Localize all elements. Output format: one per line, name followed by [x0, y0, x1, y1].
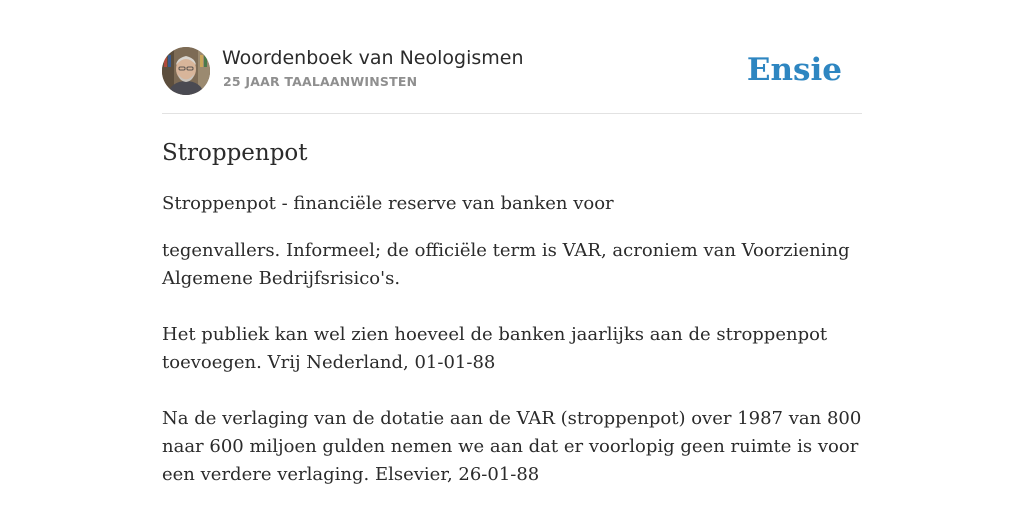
ensie-logo[interactable]: Ensie [746, 52, 842, 88]
entry-paragraph: Na de verlaging van de dotatie aan de VAR (stroppenpot) over 1987 van 800 naar 600 miljoen gulden nemen we aan dat er voorlopig geen ruimte is voor een verdere verlaging. Elsevier, 26-01-88 [162, 408, 862, 485]
entry-paragraph: tegenvallers. Informeel; de officiële term is VAR, acroniem van Voorziening Algemene Bedrijfsrisico's. [162, 240, 850, 289]
author-avatar[interactable] [162, 47, 210, 95]
entry-paragraph: Het publiek kan wel zien hoeveel de banken jaarlijks aan de stroppenpot toevoegen. Vrij Nederland, 01-01-88 [162, 324, 828, 373]
entry-body [162, 237, 862, 517]
blog-title[interactable]: Woordenboek van Neologismen [222, 47, 524, 69]
header-divider [162, 113, 862, 114]
entry-title: Stroppenpot [162, 140, 308, 166]
entry-definition: Stroppenpot - financiële reserve van banken voor [162, 193, 614, 214]
header [162, 46, 862, 96]
blog-subtitle: 25 JAAR TAALAANWINSTEN [223, 74, 418, 89]
avatar-portrait-icon [162, 47, 210, 95]
